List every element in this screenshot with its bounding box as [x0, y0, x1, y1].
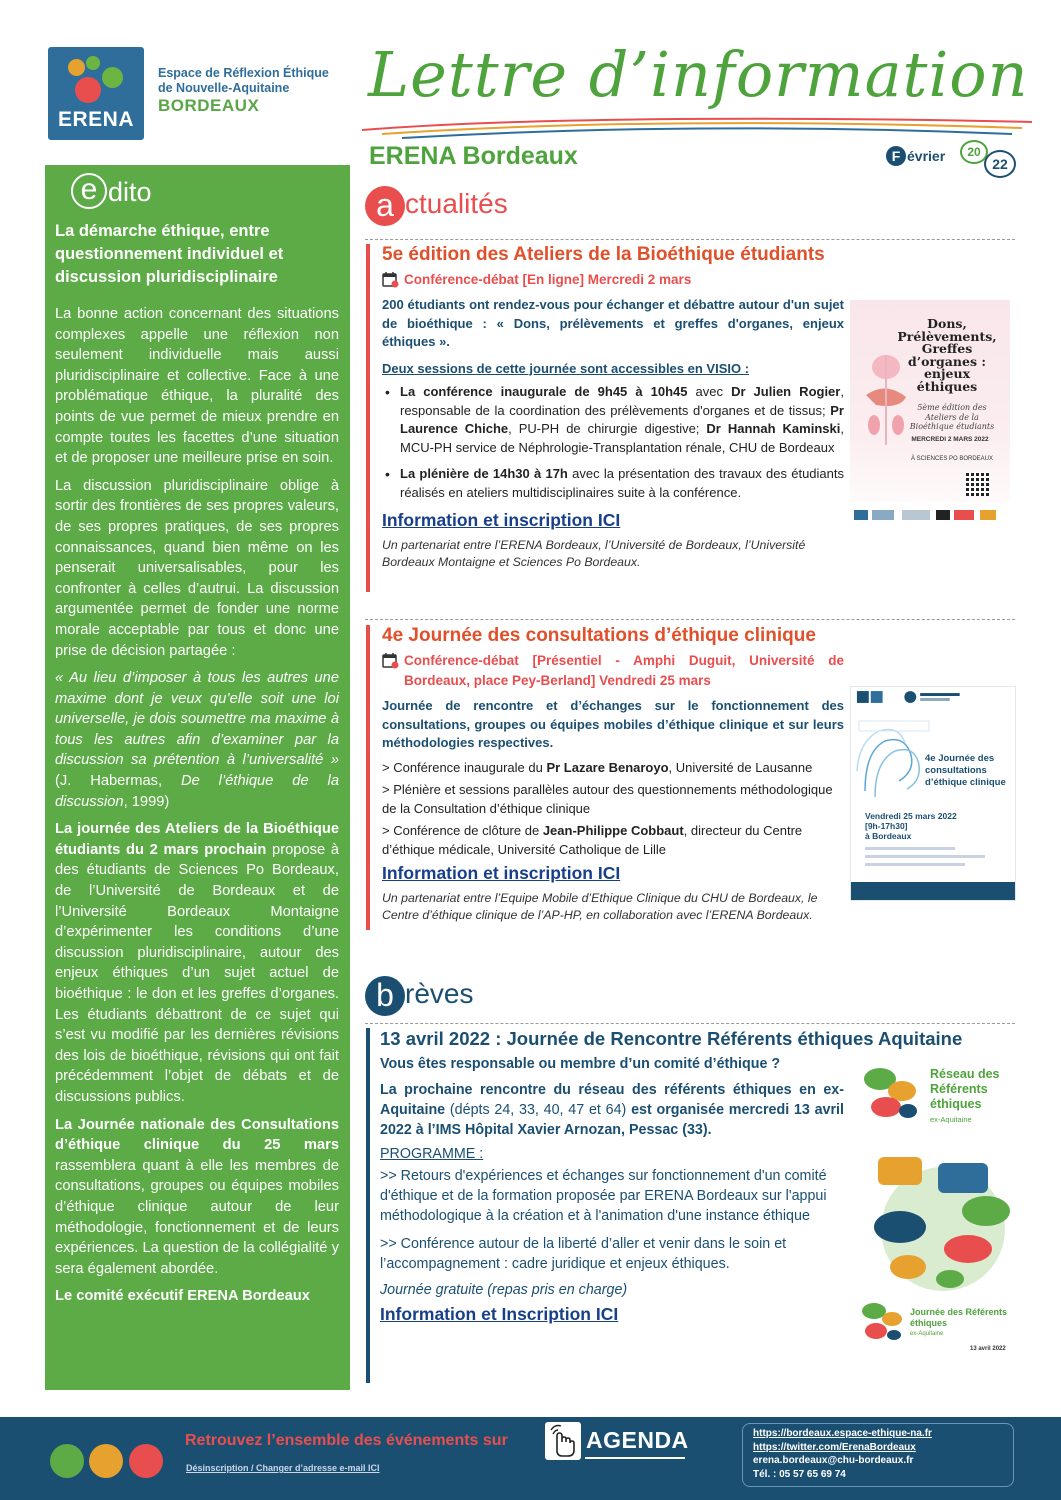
twitter-link[interactable]: https://twitter.com/ErenaBordeaux	[753, 1441, 916, 1453]
partnership-note: Un partenariat entre l’ERENA Bordeaux, l’Université de Bordeaux, l’Université Bordeaux Montaigne et Sciences Po Bordeaux.	[382, 538, 806, 569]
visio-label: Deux sessions de cette journée sont accessibles en VISIO :	[382, 360, 750, 376]
t: , PU-PH de chirurgie digestive;	[508, 421, 700, 436]
partner-logo	[902, 510, 930, 520]
speech-bubbles-small-icon	[858, 1299, 908, 1345]
t: est organisée mercredi 13 avril 2022 à l’IMS Hôpital Xavier Arnozan, Pessac (33).	[380, 1102, 844, 1138]
event-line	[382, 270, 844, 290]
breves-paragraph	[380, 1080, 844, 1140]
consultations-text: rassemblera quant à elle les membres de consultations, groupes ou équipes mobiles d’éthique clinique autour de leur méthodologie, fonctionnement et de leurs expériences. La question de la collégialité y sera également abordée.	[55, 1157, 339, 1277]
edito-initial: e	[71, 173, 107, 209]
poster-title: Journée des Référents éthiques	[910, 1307, 1008, 1328]
card-intro: Journée de rencontre et d’échanges sur le fonctionnement des consultations, groupes ou équipes mobiles d’éthique clinique et sur leurs méthodologies respectives.	[382, 698, 844, 750]
partner-logo	[854, 510, 868, 520]
quote-book: De l’éthique de la discussion	[55, 773, 339, 810]
breves-initial: b	[365, 976, 405, 1016]
date-initial: F	[886, 146, 906, 166]
ateliers-highlight: La journée des Ateliers de la Bioéthique étudiants du 2 mars prochain	[55, 821, 339, 858]
session-list	[382, 383, 844, 502]
poster-date: 13 avril 2022	[970, 1346, 1006, 1352]
year-bubble-22: 22	[984, 150, 1016, 178]
unsubscribe-link[interactable]: Désinscription / Changer d’adresse e-mail ICI	[186, 1463, 380, 1473]
newsletter-subtitle: ERENA Bordeaux	[369, 142, 578, 170]
t: La prochaine rencontre du réseau des référents éthiques en ex-Aquitaine	[380, 1082, 844, 1118]
breves-question: Vous êtes responsable ou membre d’un comité d’éthique ?	[380, 1056, 781, 1072]
date-month: évrier	[907, 148, 946, 164]
footer-dot-green	[50, 1444, 84, 1478]
divider	[365, 1023, 1015, 1024]
footer	[0, 1417, 1061, 1500]
logo-dot-green-small	[86, 56, 100, 70]
edito-paragraph-5	[55, 1115, 339, 1280]
edito-paragraph-4	[55, 819, 339, 1107]
poster-partner-logos	[850, 502, 1010, 528]
poster-consultations	[850, 686, 1016, 901]
event-line	[382, 651, 844, 691]
quote-source: (J. Habermas,	[55, 773, 163, 790]
poster-date	[865, 811, 957, 841]
edito-paragraph-1: La bonne action concernant des situations complexes appelle une réflexion non seulement individuelle mais aussi pluridisciplinaire et collective. Face à une problématique éthique, la pluralité des points de vue permet de mieux prendre en compte toutes les facettes d’une situation et de proposer une meilleure prise en soin.	[55, 306, 339, 467]
registration-link[interactable]: Information et inscription ICI	[382, 510, 621, 530]
speaker-name: Dr Julien Rogier	[731, 384, 841, 399]
speech-bubbles-icon	[858, 1063, 928, 1125]
registration-link[interactable]: Information et inscription ICI	[382, 863, 621, 883]
year-bubble-20: 20	[960, 140, 988, 164]
partner-logo	[936, 510, 950, 520]
website-link[interactable]: https://bordeaux.espace-ethique-na.fr	[753, 1428, 932, 1439]
poster-header-logos	[851, 687, 1015, 707]
edito-signature	[55, 1286, 339, 1307]
poster-referents	[858, 1063, 1018, 1375]
partner-logo	[954, 510, 974, 520]
t: > Conférence de clôture de	[382, 823, 540, 838]
partner-logo	[872, 510, 894, 520]
t: avec la présentation des travaux des étudiants réalisés en ateliers multidisciplinaires suite à la conférence.	[400, 466, 844, 500]
poster-title: Réseau des Référents éthiques	[930, 1067, 1000, 1111]
card-title: 13 avril 2022 : Journée de Rencontre Référents éthiques Aquitaine	[380, 1028, 963, 1049]
agenda-hand-icon[interactable]	[545, 1422, 581, 1460]
footer-message: Retrouvez l’ensemble des événements sur	[185, 1432, 508, 1449]
hand-pointer-icon	[545, 1422, 581, 1460]
agenda-link[interactable]: AGENDA	[586, 1427, 689, 1453]
poster-date-day: Vendredi 25 mars 2022	[865, 811, 957, 821]
t: > Conférence inaugurale du	[382, 759, 543, 775]
qr-code-pattern	[966, 472, 990, 496]
contact-box	[742, 1423, 1014, 1487]
footer-dot-orange	[89, 1444, 123, 1478]
t: (dépts 24, 33, 40, 47 et 64)	[449, 1102, 627, 1118]
session-time: La conférence inaugurale de 9h45 à 10h45	[400, 384, 688, 399]
poster-text-line	[865, 855, 985, 858]
poster-bioethique	[850, 300, 1010, 528]
poster-time: [9h-17h30]	[865, 821, 908, 831]
phone-number: Tél. : 05 57 65 69 74	[753, 1468, 846, 1480]
partner-logo	[980, 510, 996, 520]
t: , MCU-PH service de Néphrologie-Transplantation rénale, CHU de Bordeaux	[400, 421, 844, 455]
org-line2: de Nouvelle-Aquitaine	[158, 81, 290, 95]
programme-label: PROGRAMME :	[380, 1146, 484, 1162]
poster-title: 4e Journée des consultations d’éthique clinique	[925, 753, 1006, 788]
speaker-name: Dr Hannah Kaminski	[706, 421, 841, 436]
issue-date	[886, 146, 945, 166]
calendar-icon	[382, 271, 399, 288]
t: , responsable de la coordination des prélèvements d'organes et de tissus;	[400, 384, 844, 418]
org-city: BORDEAUX	[158, 96, 260, 115]
session-item	[382, 383, 844, 457]
program-line: > Plénière et sessions parallèles autour des questionnements méthodologique de la Consultation d’éthique clinique	[382, 782, 833, 816]
speaker-name: Pr Lazare Benaroyo	[546, 759, 669, 775]
session-item	[382, 465, 844, 502]
event-card-bioethique	[366, 244, 844, 592]
logo-dot-red	[75, 77, 101, 103]
programme-item: >> Retours d'expériences et échanges sur fonctionnement d'un comité d'éthique et de la formation proposée par ERENA Bordeaux sur l'appui méthodologique à la création et à l'animation d'une instance éthique	[380, 1168, 827, 1224]
agenda-underline	[585, 1457, 685, 1459]
calendar-icon	[382, 652, 399, 669]
poster-place: À SCIENCES PO BORDEAUX	[910, 456, 994, 462]
speaker-name: Pr Laurence Chiche	[400, 402, 844, 436]
poster-subtitle: ex-Aquitaine	[910, 1331, 944, 1337]
email-address[interactable]: erena.bordeaux@chu-bordeaux.fr	[753, 1455, 914, 1466]
actualites-heading-rest: ctualités	[405, 188, 508, 219]
divider	[365, 239, 1015, 240]
poster-text-line	[865, 863, 965, 866]
poster-place: à Bordeaux	[865, 831, 912, 841]
edito-title: La démarche éthique, entre questionnement individuel et discussion pluridisciplinaire	[55, 222, 284, 286]
edito-heading-rest: dito	[108, 177, 152, 207]
programme-item: >> Conférence autour de la liberté d’aller et venir dans le soin et l’accompagnement : cadre juridique et enjeux éthiques.	[380, 1236, 787, 1272]
ateliers-text: propose à des étudiants de Sciences Po Bordeaux, de l’Université de Bordeaux et de l’Université Bordeaux Montaigne d’expérimenter les conditions d’une discussion pluridisciplinaire, autour des enjeux éthiques d’un sujet actuel de bioéthique : le don et les greffes d’organes. Les étudiants débattront de ce sujet qui s’est vu modifié par les dernières révisions des lois de bioéthique, révisions qui ont fait précédemment l’objet de débats et de discussions publics.	[55, 841, 339, 1105]
consultations-highlight: La Journée nationale des Consultations d’éthique clinique du 25 mars	[55, 1116, 339, 1154]
signature-text: Le comité exécutif ERENA Bordeaux	[55, 1288, 310, 1305]
speaker-name: Jean-Philippe Cobbaut	[542, 823, 684, 838]
program-line	[382, 759, 844, 778]
logo-word: ERENA	[57, 108, 134, 131]
event-card-consultations	[366, 625, 844, 930]
poster-title: Dons, Prélèvements, Greffes d’organes : enjeux éthiques	[897, 316, 997, 394]
habermas-quote: « Au lieu d’imposer à tous les autres une maxime dont je veux qu’elle soit une loi universelle, je dois soumettre ma maxime à tous les autres afin d’examiner par la discussion sa prétention à l’universalité »	[55, 670, 339, 769]
event-info: Conférence-débat [Présentiel - Amphi Duguit, Université de Bordeaux, place Pey-Berland] Vendredi 25 mars	[404, 653, 844, 688]
program-line	[382, 822, 844, 859]
registration-link[interactable]: Information et Inscription ICI	[380, 1304, 619, 1324]
event-info: Conférence-débat [En ligne] Mercredi 2 mars	[404, 272, 692, 287]
footer-dot-red	[129, 1444, 163, 1478]
poster-subtitle: 5ème édition des Ateliers de la Bioéthique étudiants	[909, 403, 995, 431]
poster-subtitle: ex-Aquitaine	[930, 1115, 972, 1124]
logo-dot-green	[102, 67, 123, 88]
free-note: Journée gratuite (repas pris en charge)	[380, 1282, 628, 1298]
t: , Université de Lausanne	[668, 759, 813, 775]
poster-date: MERCREDI 2 MARS 2022	[911, 436, 989, 443]
t: avec	[695, 384, 723, 399]
edito-quote	[55, 668, 339, 812]
divider	[365, 619, 1015, 620]
quote-year: , 1999)	[123, 793, 170, 810]
title-swash-decoration	[362, 114, 1032, 144]
partnership-note: Un partenariat entre l’Equipe Mobile d’Ethique Clinique du CHU de Bordeaux, le Centre d’éthique clinique de l’AP-HP, en collaboration avec l’ERENA Bordeaux.	[382, 891, 818, 922]
edito-column	[45, 165, 350, 1390]
org-line1: Espace de Réflexion Éthique	[158, 66, 329, 80]
breves-heading-rest: rèves	[405, 978, 474, 1009]
erena-logo	[48, 47, 144, 140]
newsletter-title: Lettre d’information	[368, 38, 1029, 111]
speech-bubbles-illustration	[858, 1149, 1018, 1299]
session-time: La plénière de 14h30 à 17h	[400, 466, 568, 481]
actualites-initial: a	[365, 186, 405, 226]
edito-heading	[55, 165, 339, 220]
card-title: 4e Journée des consultations d’éthique clinique	[382, 625, 816, 646]
org-name	[158, 66, 329, 116]
card-title: 5e édition des Ateliers de la Bioéthique étudiants	[382, 244, 825, 265]
poster-profiles-illustration	[855, 711, 935, 801]
t: , directeur du Centre d’éthique médicale, Université Catholique de Lille	[382, 823, 803, 857]
edito-paragraph-2: La discussion pluridisciplinaire oblige à sortir des frontières de ses propres valeurs, de ses propres pratiques, de ses propres connaissances, quand bien même on les penserait universalisables, pour les confronter à celles d’autrui. La discussion argumentée permet de fonder une norme morale acceptable par tous et donc une prise de décision partagée :	[55, 477, 339, 659]
card-intro: 200 étudiants ont rendez-vous pour échanger et débattre autour d'un sujet de bioéthique : « Dons, prélèvements et greffes d'organes, enjeux éthiques ».	[382, 297, 844, 349]
logo-dot-orange	[68, 59, 85, 76]
poster-text-line	[865, 847, 955, 850]
poster-footer-bar	[851, 882, 1015, 900]
